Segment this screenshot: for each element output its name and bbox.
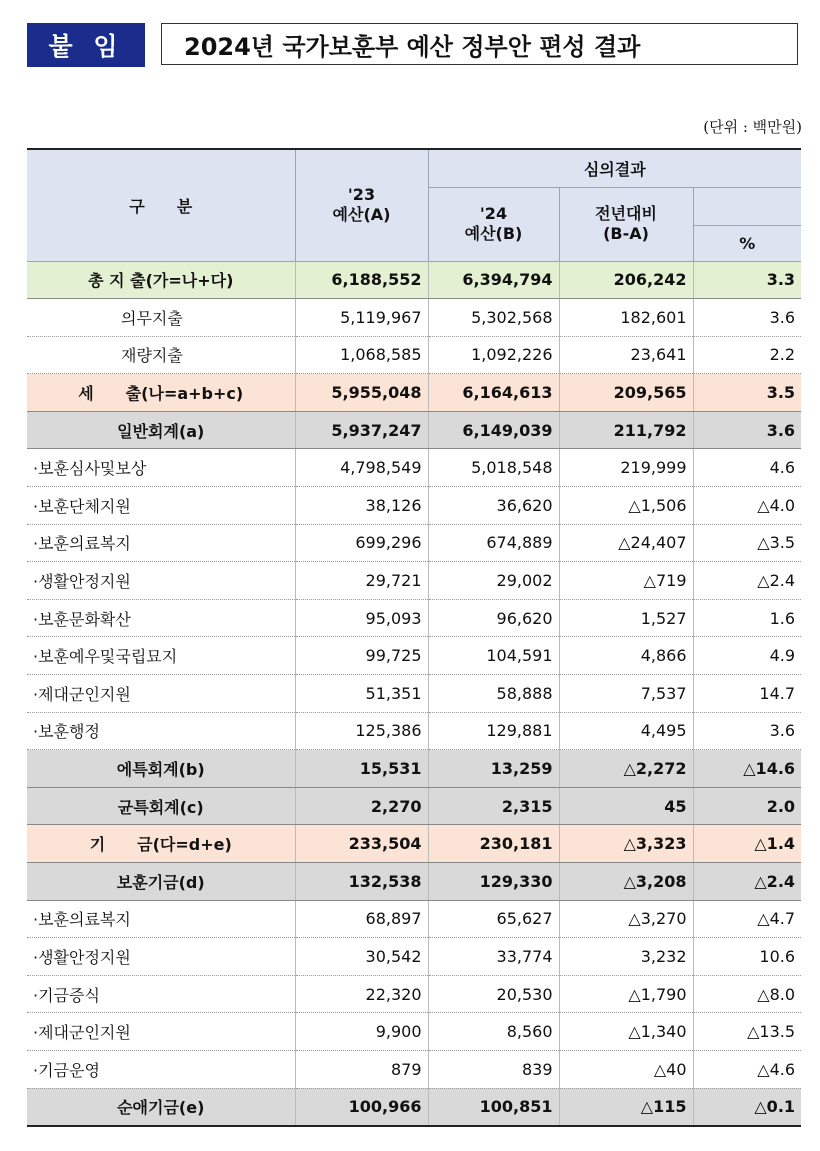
budget-24-value: 96,620 [428,599,559,637]
budget-24-value: 2,315 [428,787,559,825]
diff-value: 4,495 [559,712,693,750]
budget-24-value: 839 [428,1050,559,1088]
budget-23-value: 5,119,967 [295,299,428,337]
row-label: 에특회계(b) [27,750,295,788]
row-label: ·보훈예우및국립묘지 [27,637,295,675]
percent-value: △4.6 [693,1050,801,1088]
percent-value: 3.6 [693,299,801,337]
budget-23-value: 38,126 [295,487,428,525]
percent-value: △8.0 [693,975,801,1013]
row-label: 기 금(다=d+e) [27,825,295,863]
diff-value: △1,790 [559,975,693,1013]
diff-value: 45 [559,787,693,825]
percent-value: △3.5 [693,524,801,562]
table-row [27,675,801,713]
diff-value: 206,242 [559,261,693,299]
diff-value: △24,407 [559,524,693,562]
budget-24-value: 36,620 [428,487,559,525]
percent-value: △14.6 [693,750,801,788]
table-row [27,863,801,901]
budget-24-value: 674,889 [428,524,559,562]
percent-value: 14.7 [693,675,801,713]
diff-value: △719 [559,562,693,600]
row-label: ·기금증식 [27,975,295,1013]
budget-23-value: 125,386 [295,712,428,750]
row-label: ·기금운영 [27,1050,295,1088]
percent-value: 1.6 [693,599,801,637]
percent-value: 4.6 [693,449,801,487]
row-label: ·보훈심사및보상 [27,449,295,487]
diff-value: △3,323 [559,825,693,863]
attachment-badge: 붙 임 [27,23,145,67]
budget-24-value: 104,591 [428,637,559,675]
table-row [27,299,801,337]
header-diff: 전년대비 (B-A) [559,187,693,261]
budget-24-value: 5,302,568 [428,299,559,337]
table-row [27,938,801,976]
percent-value: △13.5 [693,1013,801,1051]
header-blank [693,187,801,225]
percent-value: △4.7 [693,900,801,938]
percent-value: 3.6 [693,411,801,449]
budget-24-value: 100,851 [428,1088,559,1126]
budget-23-value: 879 [295,1050,428,1088]
diff-value: 211,792 [559,411,693,449]
budget-24-value: 33,774 [428,938,559,976]
budget-23-value: 95,093 [295,599,428,637]
budget-24-value: 8,560 [428,1013,559,1051]
budget-23-value: 29,721 [295,562,428,600]
percent-value: △4.0 [693,487,801,525]
budget-23-value: 6,188,552 [295,261,428,299]
budget-23-value: 30,542 [295,938,428,976]
document-title: 2024년 국가보훈부 예산 정부안 편성 결과 [161,23,798,65]
row-label: ·제대군인지원 [27,675,295,713]
diff-value: 219,999 [559,449,693,487]
table-row [27,1050,801,1088]
row-label: ·제대군인지원 [27,1013,295,1051]
budget-23-value: 233,504 [295,825,428,863]
percent-value: 10.6 [693,938,801,976]
row-label: 보훈기금(d) [27,863,295,901]
budget-24-value: 6,164,613 [428,374,559,412]
table-row [27,712,801,750]
row-label: ·생활안정지원 [27,938,295,976]
percent-value: △2.4 [693,562,801,600]
diff-value: △1,506 [559,487,693,525]
row-label: ·보훈단체지원 [27,487,295,525]
table-row [27,411,801,449]
budget-24-value: 5,018,548 [428,449,559,487]
percent-value: △1.4 [693,825,801,863]
row-label: 의무지출 [27,299,295,337]
budget-23-value: 22,320 [295,975,428,1013]
unit-label: (단위 : 백만원) [703,118,802,136]
table-row [27,750,801,788]
diff-value: 7,537 [559,675,693,713]
percent-value: 3.3 [693,261,801,299]
budget-24-value: 13,259 [428,750,559,788]
percent-value: 2.2 [693,336,801,374]
budget-24-value: 29,002 [428,562,559,600]
diff-value: △3,208 [559,863,693,901]
table-row [27,336,801,374]
budget-24-value: 58,888 [428,675,559,713]
row-label: ·생활안정지원 [27,562,295,600]
budget-23-value: 68,897 [295,900,428,938]
row-label: 순애기금(e) [27,1088,295,1126]
budget-23-value: 9,900 [295,1013,428,1051]
diff-value: △3,270 [559,900,693,938]
header-review-result: 심의결과 [428,149,801,187]
row-label: ·보훈의료복지 [27,524,295,562]
budget-24-value: 6,149,039 [428,411,559,449]
row-label: 재량지출 [27,336,295,374]
row-label: 일반회계(a) [27,411,295,449]
row-label: 총 지 출(가=나+다) [27,261,295,299]
row-label: ·보훈행정 [27,712,295,750]
budget-23-value: 1,068,585 [295,336,428,374]
diff-value: △1,340 [559,1013,693,1051]
budget-24-value: 6,394,794 [428,261,559,299]
table-row [27,261,801,299]
diff-value: 209,565 [559,374,693,412]
header-budget-23: '23 예산(A) [295,149,428,261]
diff-value: △115 [559,1088,693,1126]
diff-value: 3,232 [559,938,693,976]
budget-23-value: 100,966 [295,1088,428,1126]
budget-23-value: 15,531 [295,750,428,788]
table-row [27,787,801,825]
budget-23-value: 5,937,247 [295,411,428,449]
table-row [27,1088,801,1126]
budget-24-value: 129,881 [428,712,559,750]
budget-23-value: 132,538 [295,863,428,901]
budget-24-value: 230,181 [428,825,559,863]
row-label: ·보훈의료복지 [27,900,295,938]
table-row [27,562,801,600]
budget-table [27,148,801,1127]
table-row [27,374,801,412]
budget-24-value: 20,530 [428,975,559,1013]
table-row [27,975,801,1013]
budget-24-value: 65,627 [428,900,559,938]
percent-value: 3.6 [693,712,801,750]
budget-24-value: 1,092,226 [428,336,559,374]
row-label: 균특회계(c) [27,787,295,825]
table-row [27,599,801,637]
diff-value: △40 [559,1050,693,1088]
percent-value: 4.9 [693,637,801,675]
budget-23-value: 99,725 [295,637,428,675]
table-row [27,1013,801,1051]
row-label: 세 출(나=a+b+c) [27,374,295,412]
budget-24-value: 129,330 [428,863,559,901]
row-label: ·보훈문화확산 [27,599,295,637]
header-percent: % [693,225,801,261]
percent-value: △2.4 [693,863,801,901]
percent-value: 3.5 [693,374,801,412]
table-row [27,900,801,938]
budget-23-value: 5,955,048 [295,374,428,412]
budget-23-value: 699,296 [295,524,428,562]
percent-value: 2.0 [693,787,801,825]
diff-value: 23,641 [559,336,693,374]
diff-value: △2,272 [559,750,693,788]
table-row [27,637,801,675]
table-row [27,449,801,487]
diff-value: 182,601 [559,299,693,337]
header-category: 구 분 [27,149,295,261]
table-row [27,524,801,562]
table-row [27,487,801,525]
percent-value: △0.1 [693,1088,801,1126]
header-budget-24: '24 예산(B) [428,187,559,261]
diff-value: 1,527 [559,599,693,637]
budget-23-value: 2,270 [295,787,428,825]
budget-23-value: 4,798,549 [295,449,428,487]
budget-23-value: 51,351 [295,675,428,713]
table-row [27,825,801,863]
diff-value: 4,866 [559,637,693,675]
